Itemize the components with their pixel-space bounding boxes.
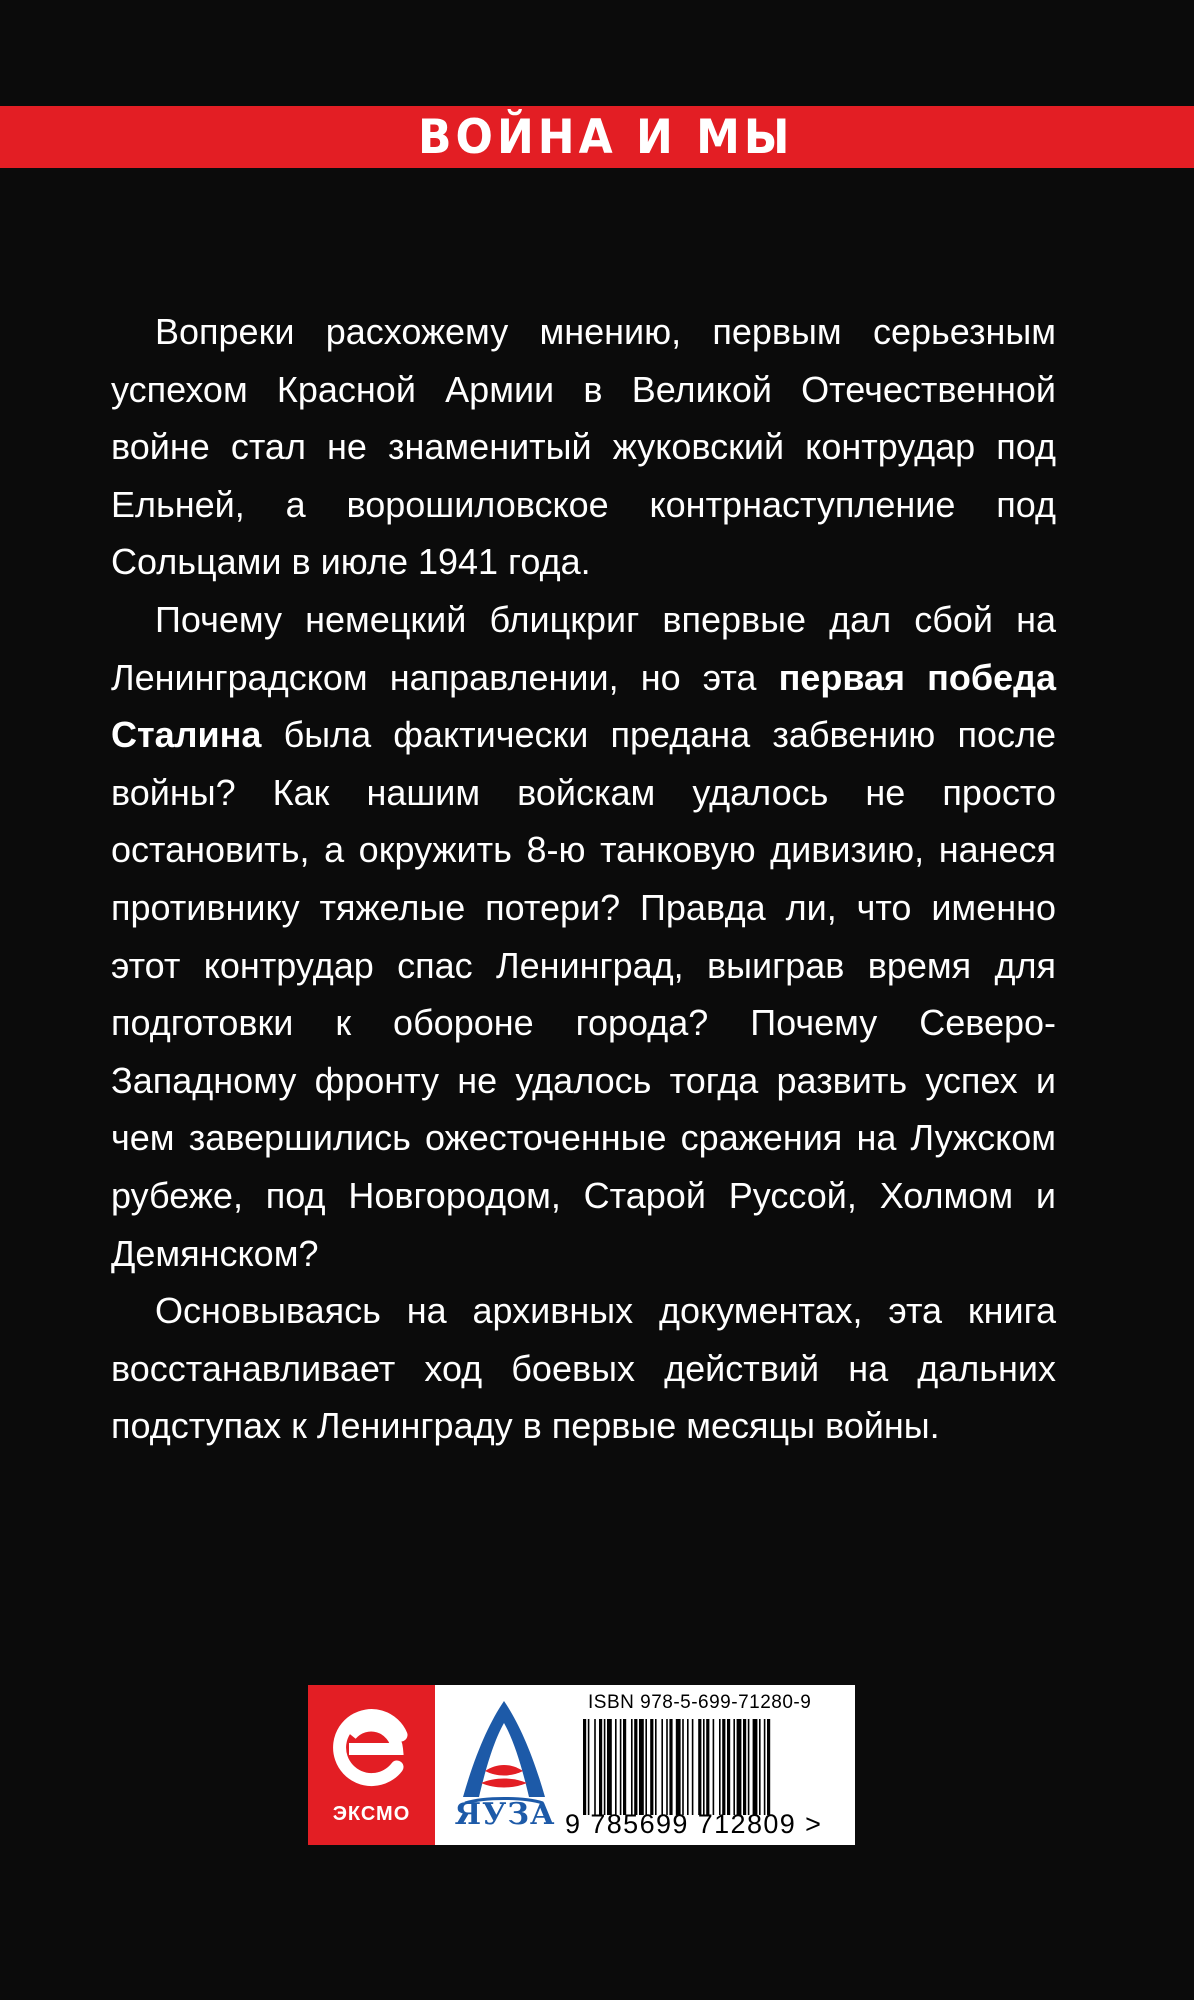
barcode-icon xyxy=(583,1719,839,1815)
paragraph-2-text-start: Почему немецкий блицкриг впервые дал сбой на Ленинградском направлении, но эта xyxy=(111,598,1056,698)
yauza-label: ЯУЗА xyxy=(454,1797,556,1832)
barcode-digits: 9 785699 712809 > xyxy=(565,1809,823,1839)
paragraph-2-text-end: была фактически предана забвению после войны? Как нашим войскам удалось не просто остановить, а окружить 8-ю танковую дивизию, нанеся противнику тяжелые потери? Правда ли, что именно этот контрудар спас Ленинград, выиграв время для подготовки к обороне города? Почему Северо-Западному фронту не удалось тогда развить успех и чем завершились ожесточенные сражения на Лужском рубеже, под Новгородом, Старой Руссой, Холмом и Демянском? xyxy=(111,714,1056,1274)
isbn-text: ISBN 978-5-699-71280-9 xyxy=(588,1692,812,1713)
series-title: ВОЙНА И МЫ xyxy=(418,110,794,166)
eksmo-e-icon xyxy=(331,1701,411,1797)
annotation-paragraph-1: Вопреки расхожему мнению, первым серьезным успехом Красной Армии в Великой Отечественной войне стал не знаменитый жуковский контрудар под Ельней, а ворошиловское контрнаступление под Сольцами в июле 1941 года. xyxy=(111,311,1056,583)
eksmo-label: ЭКСМО xyxy=(332,1803,411,1825)
annotation-paragraph-3: Основываясь на архивных документах, эта книга восстанавливает ход боевых действий на дальних подступах к Ленинграду в первые месяцы войны. xyxy=(111,1290,1056,1447)
annotation-text xyxy=(111,303,1056,1455)
annotation-paragraph-2 xyxy=(111,591,1056,1282)
bold-phrase: первая победа Сталина xyxy=(111,656,1056,756)
eksmo-logo xyxy=(308,1685,435,1845)
barcode-panel xyxy=(435,1685,855,1845)
publisher-block xyxy=(308,1685,855,1845)
